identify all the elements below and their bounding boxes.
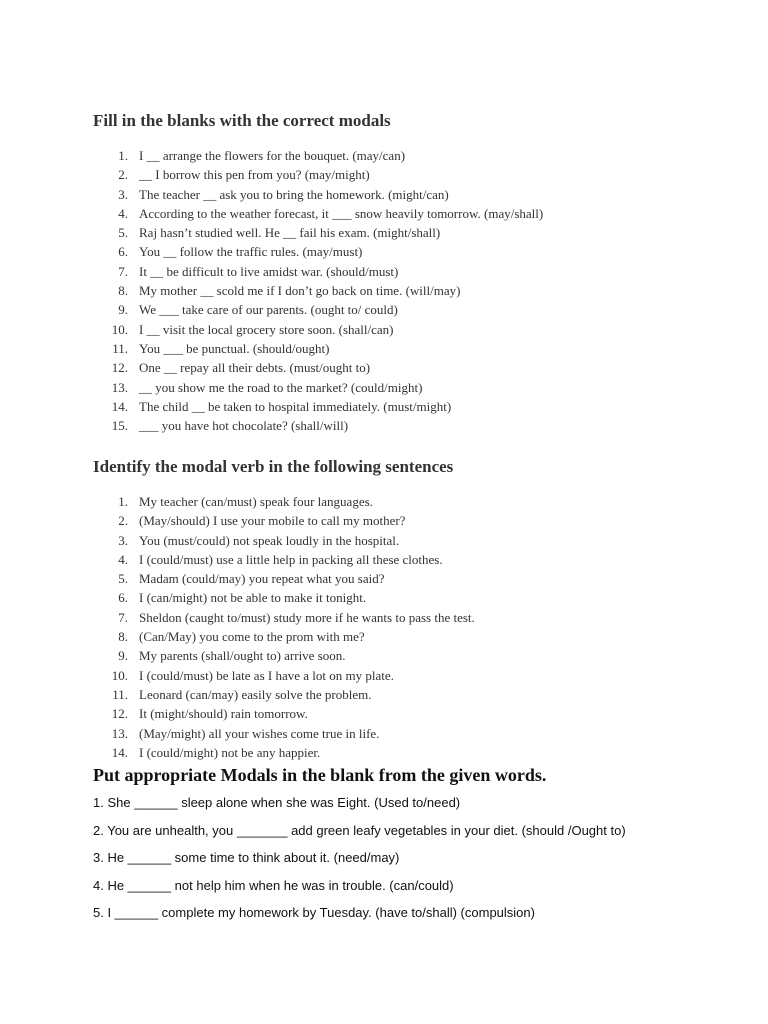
section-title-identify-modal: Identify the modal verb in the following sentences <box>93 457 454 476</box>
put-modals-list <box>93 794 626 932</box>
section-title-put-modals: Put appropriate Modals in the blank from the given words. <box>93 765 547 785</box>
list-item: 3. He ______ some time to think about it. (need/may) <box>93 850 400 865</box>
list-item: 5. I ______ complete my homework by Tuesday. (have to/shall) (compulsion) <box>93 905 535 920</box>
worksheet-page: Fill in the blanks with the correct modals 1. I __ arrange the flowers for the bouquet. (may/can) 2. __ I borrow this pen from you? (may/might) 3. The teacher __ ask you to bring the homework. (might/can) 4. According to the weather forecast, it ___ snow heavily tomorrow. (may/shall) 5. Raj hasn’t studied well. He __ fail his exam. (might/shall) 6. You __ follow the traffic rules. (may/must) 7. It __ be difficult to live amidst war. (should/must) 8. My mother __ scold me if I don’t go back on time. (will/may) 9. We ___ take care of our parents. (ought to/ could) 10. I __ visit the local grocery store soon. (shall/can) 11. You ___ be punctual. (should/ought) 12. One __ repay all their debts. (must/ought to) 13. __ you show me the road to the market? (could/might) 14. The child __ be taken to hospital immediately. (must/might) 15. ___ you have hot chocolate? (shall/will) Identify the modal verb in the following sentences 1. My teacher (can/must) speak four languages. 2. (May/should) I use your mobile to call my mother? 3. You (must/could) not speak loudly in the hospital. 4. I (could/must) use a little help in packing all these clothes. 5. Madam (could/may) you repeat what you said? 6. I (can/might) not be able to make it tonight. 7. Sheldon (caught to/must) study more if he wants to pass the test. 8. (Can/May) you come to the prom with me? 9. My parents (shall/ought to) arrive soon. 10. I (could/must) be late as I have a lot on my plate. 11. Leonard (can/may) easily solve the problem. 12. It (might/should) rain tomorrow. 13. (May/might) all your wishes come true in life. 14. I (could/might) not be any happier. Put appropriate Modals in the blank from the given words. 1. She ______ sleep alone when she was Eight. (Used to/need) 2. You are unhealth, you _______ add green leafy vegetables in your diet. (should /Ought to) 3. He ______ some time to think about it. (need/may) 4. He ______ not help him when he was in trouble. (can/could) 5. I ______ complete my homework by Tuesday. (have to/shall) (compulsion) <box>0 0 768 1024</box>
list-item: 2. You are unhealth, you _______ add green leafy vegetables in your diet. (should /Ought to) <box>93 822 626 838</box>
list-item: 1. She ______ sleep alone when she was Eight. (Used to/need) <box>93 795 461 810</box>
list-item: 4. He ______ not help him when he was in trouble. (can/could) <box>93 877 454 893</box>
section-title-fill-blanks: Fill in the blanks with the correct modals <box>93 111 391 130</box>
